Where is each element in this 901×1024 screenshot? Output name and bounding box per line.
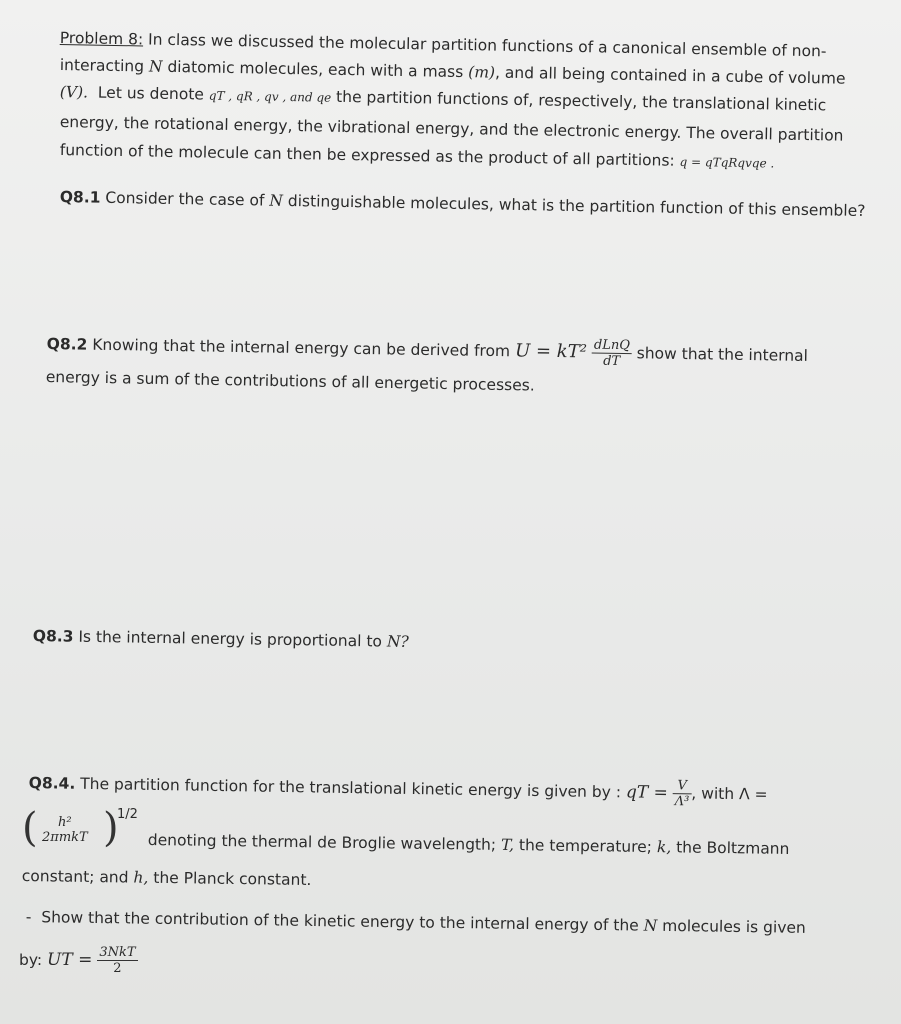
- problem-text-3b: the partition functions of, respectively, the translational kinetic: [335, 87, 827, 115]
- q83-label: Q8.3: [32, 626, 74, 646]
- symbol-N: N: [148, 57, 163, 76]
- q84-text-d: the temperature;: [518, 836, 653, 857]
- problem-text-1: In class we discussed the molecular partition functions of a canonical ensemble of non-: [147, 30, 827, 61]
- q84-text-3b: the Planck constant.: [153, 868, 312, 890]
- q82-label: Q8.2: [46, 334, 88, 354]
- symbol-N: N: [269, 191, 284, 210]
- problem-line-5: [60, 140, 775, 173]
- lambda-exponent: 1/2: [117, 807, 138, 822]
- problem-text-2c: , and all being contained in a cube of volume: [494, 63, 846, 88]
- symbol-V: (V).: [59, 82, 89, 102]
- fraction-numerator: dLnQ: [592, 338, 632, 355]
- q84-line-1: [29, 768, 768, 811]
- fraction-denominator: 2: [113, 961, 122, 976]
- symbol-k: k,: [656, 838, 672, 857]
- problem-line-3: [60, 82, 827, 116]
- q84-text-e: the Boltzmann: [676, 838, 790, 858]
- symbol-N: N?: [386, 632, 409, 651]
- translational-partition-lhs: qT =: [625, 782, 668, 804]
- q84-text-a: The partition function for the translational kinetic energy is given by :: [80, 774, 622, 802]
- q81-line: [60, 187, 866, 221]
- lambda-fraction: [40, 815, 90, 845]
- problem-text-5a: function of the molecule can then be expressed as the product of all partitions:: [59, 140, 675, 170]
- kinetic-energy-lhs: UT =: [47, 950, 93, 970]
- by-label: by:: [19, 951, 43, 969]
- internal-energy-equation: U = kT²: [514, 340, 588, 363]
- q84-label: Q8.4.: [28, 773, 76, 793]
- lambda-denominator: 2πmkT: [42, 830, 88, 845]
- q83-line: [33, 626, 409, 652]
- fraction-denominator: dT: [603, 353, 621, 370]
- fraction-numerator: V: [673, 778, 692, 794]
- problem-text-3a: Let us denote: [97, 83, 205, 104]
- lambda-numerator: h²: [58, 815, 72, 830]
- q84-line-3: [22, 866, 312, 890]
- q81-label: Q8.1: [59, 187, 101, 207]
- q84-show-text-b: molecules is given: [662, 916, 806, 937]
- q84-by-line: [19, 945, 138, 976]
- problem-text-2a: interacting: [59, 55, 145, 76]
- q82-text-2: energy is a sum of the contributions of all energetic processes.: [45, 367, 535, 395]
- left-paren: (: [22, 805, 38, 851]
- symbol-N: N: [643, 916, 658, 935]
- symbol-partition-functions: qT , qR , qv , and qe: [208, 88, 332, 105]
- problem-text-2b: diatomic molecules, each with a mass: [167, 57, 464, 82]
- symbol-T: T,: [500, 835, 515, 855]
- derivative-fraction: [592, 338, 632, 370]
- fraction-numerator: 3NkT: [99, 945, 136, 960]
- problem-line-4: [60, 112, 844, 146]
- problem-text-4: energy, the rotational energy, the vibrational energy, and the electronic energy. The overall partition: [59, 112, 844, 145]
- symbol-h: h,: [133, 868, 149, 887]
- q84-show-line: [26, 907, 806, 938]
- q84-show-text-a: Show that the contribution of the kinetic energy to the internal energy of the: [41, 908, 639, 935]
- bullet-dash: -: [25, 907, 32, 927]
- fraction-denominator: Λ³: [674, 794, 690, 810]
- symbol-m: (m): [468, 63, 496, 82]
- q84-text-3a: constant; and: [21, 866, 129, 887]
- q83-text: Is the internal energy is proportional to: [78, 627, 383, 651]
- q84-text-c: denoting the thermal de Broglie wavelength;: [147, 830, 497, 854]
- q81-text-2: distinguishable molecules, what is the partition function of this ensemble?: [287, 191, 866, 221]
- q82-text-a: Knowing that the internal energy can be derived from: [92, 335, 511, 361]
- q84-text-b: , with Λ =: [691, 784, 768, 804]
- q81-text: Consider the case of: [105, 188, 265, 210]
- q82-text-b: show that the internal: [636, 344, 809, 365]
- right-paren: ): [103, 805, 119, 851]
- overall-partition-equation: q = qTqRqvqe .: [679, 154, 775, 171]
- problem-label: Problem 8:: [59, 28, 144, 49]
- q82-line-2: [46, 367, 535, 396]
- q84-line-2: [148, 830, 790, 859]
- q82-line-1: [47, 329, 809, 372]
- volume-fraction: [673, 778, 692, 809]
- kinetic-energy-fraction: [97, 945, 137, 976]
